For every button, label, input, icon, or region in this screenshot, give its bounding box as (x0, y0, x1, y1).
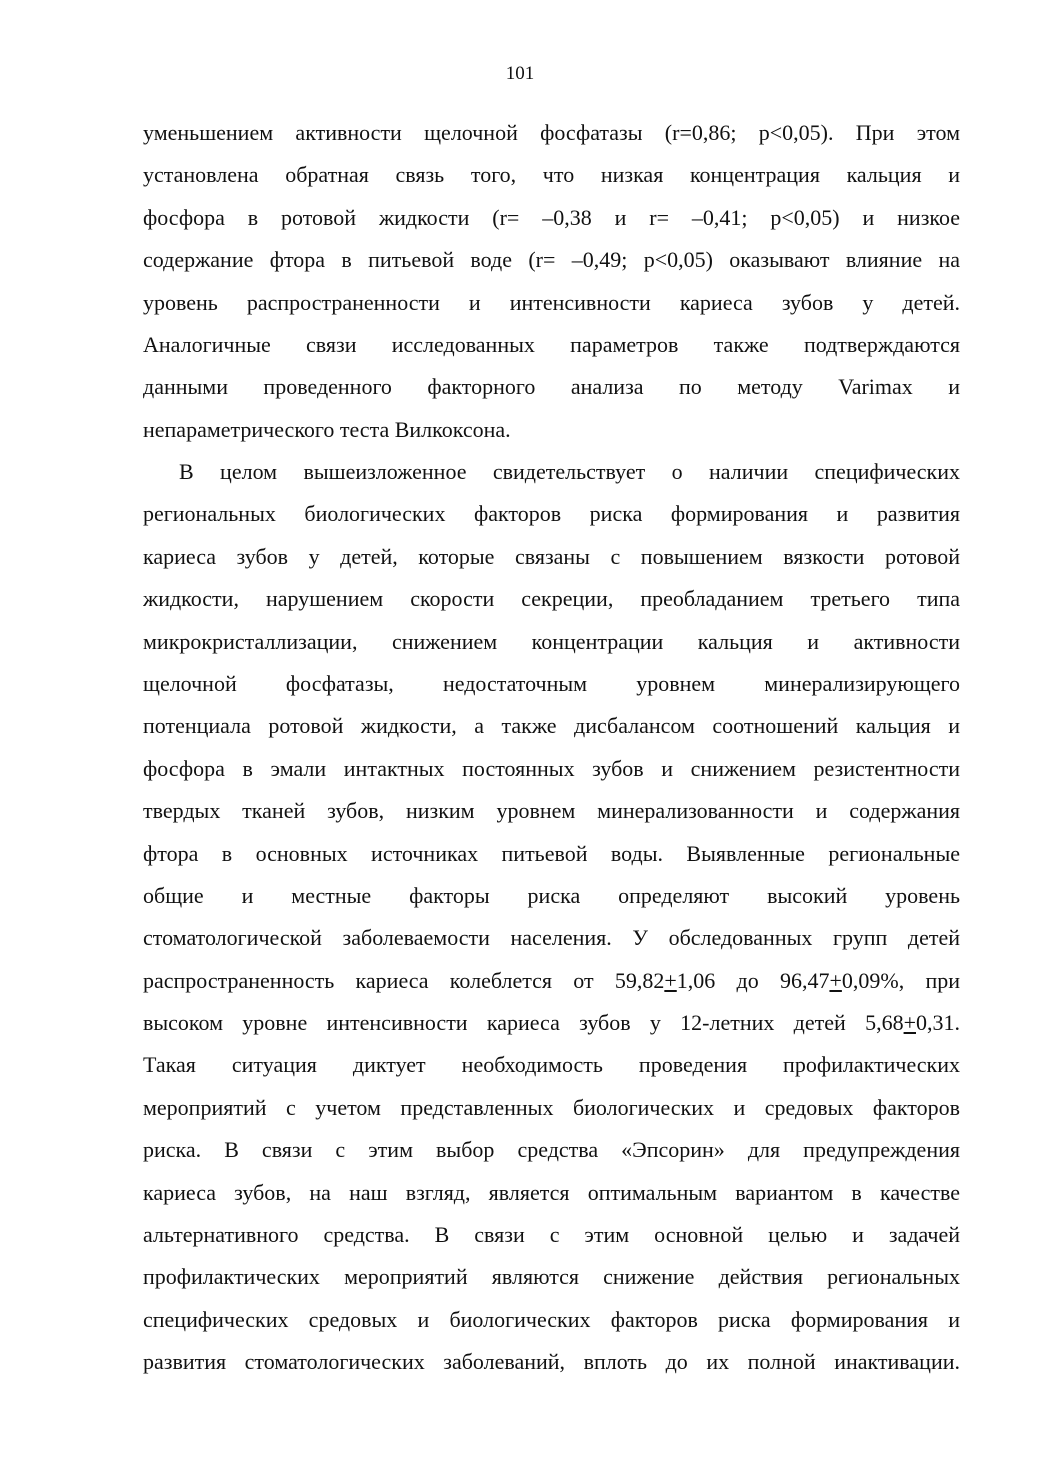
text-line: потенциала ротовой жидкости, а также дисбалансом соотношений кальция и (143, 713, 960, 739)
text-line: кариеса зубов, на наш взгляд, является оптимальным вариантом в качестве (143, 1179, 960, 1205)
text-line: распространенность кариеса колеблется от 59,82+1,06 до 96,47+0,09%, при (143, 967, 960, 993)
text-line: В целом вышеизложенное свидетельствует о наличии специфических (179, 459, 960, 484)
text-line: фосфора в ротовой жидкости (r= –0,38 и r= –0,41; р<0,05) и низкое (143, 204, 960, 230)
text-line: твердых тканей зубов, низким уровнем минерализованности и содержания (143, 798, 960, 824)
text-line: риска. В связи с этим выбор средства «Эпсорин» для предупреждения (143, 1137, 960, 1163)
text-line: непараметрического теста Вилкоксона. (143, 416, 511, 442)
text-line: мероприятий с учетом представленных биологических и средовых факторов (143, 1094, 960, 1120)
text-line: стоматологической заболеваемости населения. У обследованных групп детей (143, 925, 960, 951)
text-line: микрокристаллизации, снижением концентрации кальция и активности (143, 628, 960, 654)
text-line: фтора в основных источниках питьевой воды. Выявленные региональные (143, 840, 960, 866)
text-line: данными проведенного факторного анализа по методу Varimax и (143, 374, 960, 400)
text-line: фосфора в эмали интактных постоянных зубов и снижением резистентности (143, 755, 960, 781)
text-line: установлена обратная связь того, что низкая концентрация кальция и (143, 162, 960, 188)
text-line: специфических средовых и биологических факторов риска формирования и (143, 1306, 960, 1332)
page-number: 101 (505, 63, 535, 84)
text-line: высоком уровне интенсивности кариеса зубов у 12-летних детей 5,68+0,31. (143, 1010, 960, 1036)
paragraph-1 (143, 112, 960, 451)
text-line: уровень распространенности и интенсивности кариеса зубов у детей. (143, 289, 960, 315)
text-line: региональных биологических факторов риска формирования и развития (143, 501, 960, 527)
text-line: общие и местные факторы риска определяют высокий уровень (143, 882, 960, 908)
text-line: Аналогичные связи исследованных параметров также подтверждаются (143, 331, 960, 357)
text-line: альтернативного средства. В связи с этим основной целью и задачей (143, 1222, 960, 1248)
paragraph-2 (143, 451, 960, 1384)
text-line: содержание фтора в питьевой воде (r= –0,49; р<0,05) оказывают влияние на (143, 247, 960, 273)
text-line: кариеса зубов у детей, которые связаны с повышением вязкости ротовой (143, 543, 960, 569)
text-line: уменьшением активности щелочной фосфатазы (r=0,86; р<0,05). При этом (143, 120, 960, 145)
text-line: профилактических мероприятий являются снижение действия региональных (143, 1264, 960, 1290)
text-line: развития стоматологических заболеваний, вплоть до их полной инактивации. (143, 1349, 960, 1375)
text-line: жидкости, нарушением скорости секреции, преобладанием третьего типа (143, 586, 960, 612)
text-line: щелочной фосфатазы, недостаточным уровнем минерализирующего (143, 670, 960, 696)
text-line: Такая ситуация диктует необходимость проведения профилактических (143, 1052, 960, 1078)
